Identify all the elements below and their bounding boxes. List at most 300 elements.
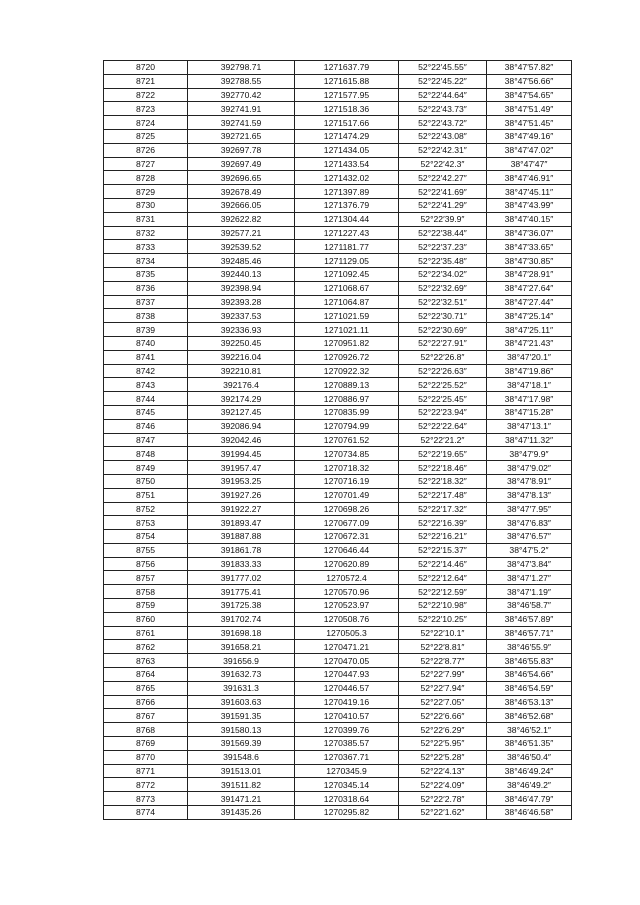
longitude-cell: 38°47′56.66″ — [487, 74, 572, 88]
x-coordinate-cell: 392697.49 — [188, 157, 295, 171]
longitude-cell: 38°47′54.65″ — [487, 88, 572, 102]
y-coordinate-cell: 1270922.32 — [295, 364, 399, 378]
x-coordinate-cell: 391632.73 — [188, 668, 295, 682]
longitude-cell: 38°46′51.35″ — [487, 737, 572, 751]
coordinates-table — [103, 60, 572, 820]
y-coordinate-cell: 1270471.21 — [295, 640, 399, 654]
latitude-cell: 52°22′26.8″ — [399, 350, 487, 364]
point-number-cell: 8739 — [104, 323, 188, 337]
latitude-cell: 52°22′4.13″ — [399, 764, 487, 778]
point-number-cell: 8735 — [104, 267, 188, 281]
x-coordinate-cell: 391922.27 — [188, 502, 295, 516]
latitude-cell: 52°22′15.37″ — [399, 543, 487, 557]
y-coordinate-cell: 1270318.64 — [295, 792, 399, 806]
y-coordinate-cell: 1271227.43 — [295, 226, 399, 240]
point-number-cell: 8720 — [104, 61, 188, 75]
table-row — [104, 129, 572, 143]
latitude-cell: 52°22′2.78″ — [399, 792, 487, 806]
table-row — [104, 116, 572, 130]
y-coordinate-cell: 1270794.99 — [295, 419, 399, 433]
latitude-cell: 52°22′22.64″ — [399, 419, 487, 433]
point-number-cell: 8770 — [104, 750, 188, 764]
table-row — [104, 88, 572, 102]
longitude-cell: 38°46′53.13″ — [487, 695, 572, 709]
table-row — [104, 323, 572, 337]
longitude-cell: 38°47′7.95″ — [487, 502, 572, 516]
longitude-cell: 38°47′3.84″ — [487, 557, 572, 571]
table-row — [104, 267, 572, 281]
x-coordinate-cell: 392697.78 — [188, 143, 295, 157]
y-coordinate-cell: 1271397.89 — [295, 185, 399, 199]
table-row — [104, 240, 572, 254]
point-number-cell: 8759 — [104, 599, 188, 613]
x-coordinate-cell: 391702.74 — [188, 612, 295, 626]
x-coordinate-cell: 391957.47 — [188, 461, 295, 475]
longitude-cell: 38°47′25.14″ — [487, 309, 572, 323]
x-coordinate-cell: 392250.45 — [188, 336, 295, 350]
y-coordinate-cell: 1270523.97 — [295, 599, 399, 613]
table-row — [104, 226, 572, 240]
latitude-cell: 52°22′7.05″ — [399, 695, 487, 709]
point-number-cell: 8757 — [104, 571, 188, 585]
y-coordinate-cell: 1271021.11 — [295, 323, 399, 337]
x-coordinate-cell: 392127.45 — [188, 405, 295, 419]
point-number-cell: 8771 — [104, 764, 188, 778]
latitude-cell: 52°22′18.32″ — [399, 474, 487, 488]
latitude-cell: 52°22′43.73″ — [399, 102, 487, 116]
table-row — [104, 709, 572, 723]
point-number-cell: 8747 — [104, 433, 188, 447]
x-coordinate-cell: 391580.13 — [188, 723, 295, 737]
table-row — [104, 474, 572, 488]
latitude-cell: 52°22′17.32″ — [399, 502, 487, 516]
table-row — [104, 640, 572, 654]
longitude-cell: 38°47′49.16″ — [487, 129, 572, 143]
x-coordinate-cell: 392622.82 — [188, 212, 295, 226]
point-number-cell: 8765 — [104, 681, 188, 695]
latitude-cell: 52°22′7.99″ — [399, 668, 487, 682]
longitude-cell: 38°47′8.13″ — [487, 488, 572, 502]
y-coordinate-cell: 1271637.79 — [295, 61, 399, 75]
table-row — [104, 792, 572, 806]
point-number-cell: 8758 — [104, 585, 188, 599]
x-coordinate-cell: 391548.6 — [188, 750, 295, 764]
latitude-cell: 52°22′30.71″ — [399, 309, 487, 323]
point-number-cell: 8741 — [104, 350, 188, 364]
longitude-cell: 38°47′15.28″ — [487, 405, 572, 419]
y-coordinate-cell: 1270508.76 — [295, 612, 399, 626]
y-coordinate-cell: 1271129.05 — [295, 254, 399, 268]
point-number-cell: 8726 — [104, 143, 188, 157]
point-number-cell: 8744 — [104, 392, 188, 406]
y-coordinate-cell: 1270926.72 — [295, 350, 399, 364]
table-row — [104, 654, 572, 668]
table-row — [104, 557, 572, 571]
y-coordinate-cell: 1270718.32 — [295, 461, 399, 475]
longitude-cell: 38°46′54.59″ — [487, 681, 572, 695]
y-coordinate-cell: 1270716.19 — [295, 474, 399, 488]
y-coordinate-cell: 1271434.05 — [295, 143, 399, 157]
table-row — [104, 681, 572, 695]
point-number-cell: 8746 — [104, 419, 188, 433]
table-row — [104, 599, 572, 613]
point-number-cell: 8756 — [104, 557, 188, 571]
x-coordinate-cell: 391631.3 — [188, 681, 295, 695]
x-coordinate-cell: 391893.47 — [188, 516, 295, 530]
latitude-cell: 52°22′6.29″ — [399, 723, 487, 737]
longitude-cell: 38°47′8.91″ — [487, 474, 572, 488]
point-number-cell: 8733 — [104, 240, 188, 254]
longitude-cell: 38°47′27.64″ — [487, 281, 572, 295]
table-row — [104, 778, 572, 792]
longitude-cell: 38°47′6.57″ — [487, 530, 572, 544]
x-coordinate-cell: 391569.39 — [188, 737, 295, 751]
x-coordinate-cell: 391833.33 — [188, 557, 295, 571]
table-row — [104, 143, 572, 157]
longitude-cell: 38°46′50.4″ — [487, 750, 572, 764]
table-row — [104, 585, 572, 599]
y-coordinate-cell: 1270761.52 — [295, 433, 399, 447]
x-coordinate-cell: 392216.04 — [188, 350, 295, 364]
latitude-cell: 52°22′16.39″ — [399, 516, 487, 530]
x-coordinate-cell: 392788.55 — [188, 74, 295, 88]
point-number-cell: 8753 — [104, 516, 188, 530]
latitude-cell: 52°22′21.2″ — [399, 433, 487, 447]
longitude-cell: 38°47′17.98″ — [487, 392, 572, 406]
x-coordinate-cell: 391471.21 — [188, 792, 295, 806]
x-coordinate-cell: 392577.21 — [188, 226, 295, 240]
longitude-cell: 38°46′54.66″ — [487, 668, 572, 682]
y-coordinate-cell: 1270505.3 — [295, 626, 399, 640]
latitude-cell: 52°22′4.09″ — [399, 778, 487, 792]
point-number-cell: 8742 — [104, 364, 188, 378]
longitude-cell: 38°46′55.83″ — [487, 654, 572, 668]
point-number-cell: 8728 — [104, 171, 188, 185]
latitude-cell: 52°22′34.02″ — [399, 267, 487, 281]
table-row — [104, 309, 572, 323]
table-row — [104, 668, 572, 682]
longitude-cell: 38°46′52.68″ — [487, 709, 572, 723]
table-row — [104, 61, 572, 75]
latitude-cell: 52°22′12.59″ — [399, 585, 487, 599]
point-number-cell: 8768 — [104, 723, 188, 737]
longitude-cell: 38°47′51.49″ — [487, 102, 572, 116]
x-coordinate-cell: 392210.81 — [188, 364, 295, 378]
table-row — [104, 516, 572, 530]
point-number-cell: 8761 — [104, 626, 188, 640]
y-coordinate-cell: 1271021.59 — [295, 309, 399, 323]
longitude-cell: 38°47′6.83″ — [487, 516, 572, 530]
latitude-cell: 52°22′5.95″ — [399, 737, 487, 751]
x-coordinate-cell: 392337.53 — [188, 309, 295, 323]
y-coordinate-cell: 1270345.14 — [295, 778, 399, 792]
y-coordinate-cell: 1270385.57 — [295, 737, 399, 751]
y-coordinate-cell: 1271433.54 — [295, 157, 399, 171]
y-coordinate-cell: 1271064.87 — [295, 295, 399, 309]
latitude-cell: 52°22′14.46″ — [399, 557, 487, 571]
table-row — [104, 336, 572, 350]
table-row — [104, 350, 572, 364]
x-coordinate-cell: 391603.63 — [188, 695, 295, 709]
longitude-cell: 38°46′58.7″ — [487, 599, 572, 613]
y-coordinate-cell: 1270446.57 — [295, 681, 399, 695]
longitude-cell: 38°47′30.85″ — [487, 254, 572, 268]
y-coordinate-cell: 1270889.13 — [295, 378, 399, 392]
longitude-cell: 38°47′18.1″ — [487, 378, 572, 392]
x-coordinate-cell: 392666.05 — [188, 198, 295, 212]
longitude-cell: 38°47′9.02″ — [487, 461, 572, 475]
y-coordinate-cell: 1271577.95 — [295, 88, 399, 102]
longitude-cell: 38°47′45.11″ — [487, 185, 572, 199]
longitude-cell: 38°47′5.2″ — [487, 543, 572, 557]
latitude-cell: 52°22′41.69″ — [399, 185, 487, 199]
point-number-cell: 8731 — [104, 212, 188, 226]
table-row — [104, 543, 572, 557]
point-number-cell: 8762 — [104, 640, 188, 654]
table-row — [104, 723, 572, 737]
x-coordinate-cell: 391656.9 — [188, 654, 295, 668]
x-coordinate-cell: 391511.82 — [188, 778, 295, 792]
x-coordinate-cell: 391698.18 — [188, 626, 295, 640]
table-row — [104, 571, 572, 585]
latitude-cell: 52°22′12.64″ — [399, 571, 487, 585]
longitude-cell: 38°47′19.86″ — [487, 364, 572, 378]
x-coordinate-cell: 392696.65 — [188, 171, 295, 185]
y-coordinate-cell: 1271181.77 — [295, 240, 399, 254]
x-coordinate-cell: 391953.25 — [188, 474, 295, 488]
longitude-cell: 38°47′1.27″ — [487, 571, 572, 585]
table-row — [104, 254, 572, 268]
latitude-cell: 52°22′6.66″ — [399, 709, 487, 723]
point-number-cell: 8745 — [104, 405, 188, 419]
x-coordinate-cell: 392174.29 — [188, 392, 295, 406]
y-coordinate-cell: 1270677.09 — [295, 516, 399, 530]
table-row — [104, 102, 572, 116]
x-coordinate-cell: 391777.02 — [188, 571, 295, 585]
longitude-cell: 38°47′46.91″ — [487, 171, 572, 185]
table-row — [104, 281, 572, 295]
y-coordinate-cell: 1270447.93 — [295, 668, 399, 682]
y-coordinate-cell: 1270345.9 — [295, 764, 399, 778]
table-row — [104, 212, 572, 226]
x-coordinate-cell: 392798.71 — [188, 61, 295, 75]
y-coordinate-cell: 1271432.02 — [295, 171, 399, 185]
x-coordinate-cell: 392336.93 — [188, 323, 295, 337]
y-coordinate-cell: 1270295.82 — [295, 806, 399, 820]
point-number-cell: 8763 — [104, 654, 188, 668]
x-coordinate-cell: 392440.13 — [188, 267, 295, 281]
longitude-cell: 38°46′49.24″ — [487, 764, 572, 778]
point-number-cell: 8748 — [104, 447, 188, 461]
point-number-cell: 8723 — [104, 102, 188, 116]
point-number-cell: 8772 — [104, 778, 188, 792]
table-row — [104, 198, 572, 212]
latitude-cell: 52°22′38.44″ — [399, 226, 487, 240]
point-number-cell: 8736 — [104, 281, 188, 295]
x-coordinate-cell: 391861.78 — [188, 543, 295, 557]
y-coordinate-cell: 1270470.05 — [295, 654, 399, 668]
longitude-cell: 38°46′47.79″ — [487, 792, 572, 806]
x-coordinate-cell: 391658.21 — [188, 640, 295, 654]
table-row — [104, 378, 572, 392]
y-coordinate-cell: 1271517.66 — [295, 116, 399, 130]
longitude-cell: 38°47′20.1″ — [487, 350, 572, 364]
x-coordinate-cell: 392721.65 — [188, 129, 295, 143]
table-row — [104, 74, 572, 88]
point-number-cell: 8732 — [104, 226, 188, 240]
longitude-cell: 38°47′40.15″ — [487, 212, 572, 226]
x-coordinate-cell: 391775.41 — [188, 585, 295, 599]
point-number-cell: 8774 — [104, 806, 188, 820]
latitude-cell: 52°22′25.52″ — [399, 378, 487, 392]
x-coordinate-cell: 392086.94 — [188, 419, 295, 433]
table-row — [104, 737, 572, 751]
point-number-cell: 8760 — [104, 612, 188, 626]
point-number-cell: 8755 — [104, 543, 188, 557]
table-row — [104, 392, 572, 406]
point-number-cell: 8729 — [104, 185, 188, 199]
table-row — [104, 419, 572, 433]
x-coordinate-cell: 392398.94 — [188, 281, 295, 295]
y-coordinate-cell: 1270620.89 — [295, 557, 399, 571]
point-number-cell: 8734 — [104, 254, 188, 268]
point-number-cell: 8722 — [104, 88, 188, 102]
latitude-cell: 52°22′10.1″ — [399, 626, 487, 640]
x-coordinate-cell: 391725.38 — [188, 599, 295, 613]
point-number-cell: 8750 — [104, 474, 188, 488]
point-number-cell: 8751 — [104, 488, 188, 502]
latitude-cell: 52°22′10.98″ — [399, 599, 487, 613]
longitude-cell: 38°47′43.99″ — [487, 198, 572, 212]
y-coordinate-cell: 1271474.29 — [295, 129, 399, 143]
longitude-cell: 38°46′55.9″ — [487, 640, 572, 654]
x-coordinate-cell: 392393.28 — [188, 295, 295, 309]
y-coordinate-cell: 1270572.4 — [295, 571, 399, 585]
latitude-cell: 52°22′7.94″ — [399, 681, 487, 695]
y-coordinate-cell: 1270419.16 — [295, 695, 399, 709]
latitude-cell: 52°22′42.3″ — [399, 157, 487, 171]
longitude-cell: 38°47′47.02″ — [487, 143, 572, 157]
point-number-cell: 8737 — [104, 295, 188, 309]
longitude-cell: 38°47′13.1″ — [487, 419, 572, 433]
x-coordinate-cell: 391435.26 — [188, 806, 295, 820]
longitude-cell: 38°47′27.44″ — [487, 295, 572, 309]
table-row — [104, 806, 572, 820]
x-coordinate-cell: 392741.59 — [188, 116, 295, 130]
point-number-cell: 8725 — [104, 129, 188, 143]
table-row — [104, 461, 572, 475]
table-row — [104, 626, 572, 640]
table-row — [104, 295, 572, 309]
latitude-cell: 52°22′17.48″ — [399, 488, 487, 502]
y-coordinate-cell: 1270886.97 — [295, 392, 399, 406]
point-number-cell: 8752 — [104, 502, 188, 516]
y-coordinate-cell: 1271518.36 — [295, 102, 399, 116]
latitude-cell: 52°22′8.81″ — [399, 640, 487, 654]
longitude-cell: 38°47′57.82″ — [487, 61, 572, 75]
x-coordinate-cell: 392770.42 — [188, 88, 295, 102]
longitude-cell: 38°47′36.07″ — [487, 226, 572, 240]
latitude-cell: 52°22′45.22″ — [399, 74, 487, 88]
table-row — [104, 364, 572, 378]
point-number-cell: 8769 — [104, 737, 188, 751]
latitude-cell: 52°22′42.27″ — [399, 171, 487, 185]
latitude-cell: 52°22′30.69″ — [399, 323, 487, 337]
longitude-cell: 38°47′11.32″ — [487, 433, 572, 447]
x-coordinate-cell: 392485.46 — [188, 254, 295, 268]
latitude-cell: 52°22′25.45″ — [399, 392, 487, 406]
latitude-cell: 52°22′19.65″ — [399, 447, 487, 461]
x-coordinate-cell: 392678.49 — [188, 185, 295, 199]
latitude-cell: 52°22′43.08″ — [399, 129, 487, 143]
x-coordinate-cell: 391887.88 — [188, 530, 295, 544]
latitude-cell: 52°22′18.46″ — [399, 461, 487, 475]
y-coordinate-cell: 1271615.88 — [295, 74, 399, 88]
latitude-cell: 52°22′45.55″ — [399, 61, 487, 75]
latitude-cell: 52°22′35.48″ — [399, 254, 487, 268]
point-number-cell: 8727 — [104, 157, 188, 171]
latitude-cell: 52°22′39.9″ — [399, 212, 487, 226]
y-coordinate-cell: 1271304.44 — [295, 212, 399, 226]
y-coordinate-cell: 1270367.71 — [295, 750, 399, 764]
latitude-cell: 52°22′27.91″ — [399, 336, 487, 350]
y-coordinate-cell: 1271092.45 — [295, 267, 399, 281]
x-coordinate-cell: 391513.01 — [188, 764, 295, 778]
table-row — [104, 433, 572, 447]
point-number-cell: 8764 — [104, 668, 188, 682]
longitude-cell: 38°47′33.65″ — [487, 240, 572, 254]
latitude-cell: 52°22′42.31″ — [399, 143, 487, 157]
point-number-cell: 8738 — [104, 309, 188, 323]
table-row — [104, 171, 572, 185]
point-number-cell: 8721 — [104, 74, 188, 88]
latitude-cell: 52°22′37.23″ — [399, 240, 487, 254]
y-coordinate-cell: 1270570.96 — [295, 585, 399, 599]
table-row — [104, 750, 572, 764]
y-coordinate-cell: 1270835.99 — [295, 405, 399, 419]
x-coordinate-cell: 392539.52 — [188, 240, 295, 254]
y-coordinate-cell: 1270399.76 — [295, 723, 399, 737]
point-number-cell: 8724 — [104, 116, 188, 130]
latitude-cell: 52°22′32.69″ — [399, 281, 487, 295]
y-coordinate-cell: 1271068.67 — [295, 281, 399, 295]
point-number-cell: 8740 — [104, 336, 188, 350]
table-row — [104, 530, 572, 544]
longitude-cell: 38°46′52.1″ — [487, 723, 572, 737]
latitude-cell: 52°22′16.21″ — [399, 530, 487, 544]
y-coordinate-cell: 1271376.79 — [295, 198, 399, 212]
x-coordinate-cell: 392741.91 — [188, 102, 295, 116]
table-row — [104, 157, 572, 171]
table-row — [104, 695, 572, 709]
latitude-cell: 52°22′5.28″ — [399, 750, 487, 764]
latitude-cell: 52°22′1.62″ — [399, 806, 487, 820]
x-coordinate-cell: 391994.45 — [188, 447, 295, 461]
y-coordinate-cell: 1270734.85 — [295, 447, 399, 461]
point-number-cell: 8767 — [104, 709, 188, 723]
y-coordinate-cell: 1270646.44 — [295, 543, 399, 557]
longitude-cell: 38°47′1.19″ — [487, 585, 572, 599]
longitude-cell: 38°46′57.89″ — [487, 612, 572, 626]
y-coordinate-cell: 1270951.82 — [295, 336, 399, 350]
longitude-cell: 38°47′21.43″ — [487, 336, 572, 350]
point-number-cell: 8754 — [104, 530, 188, 544]
latitude-cell: 52°22′8.77″ — [399, 654, 487, 668]
y-coordinate-cell: 1270410.57 — [295, 709, 399, 723]
point-number-cell: 8743 — [104, 378, 188, 392]
table-row — [104, 764, 572, 778]
x-coordinate-cell: 391591.35 — [188, 709, 295, 723]
